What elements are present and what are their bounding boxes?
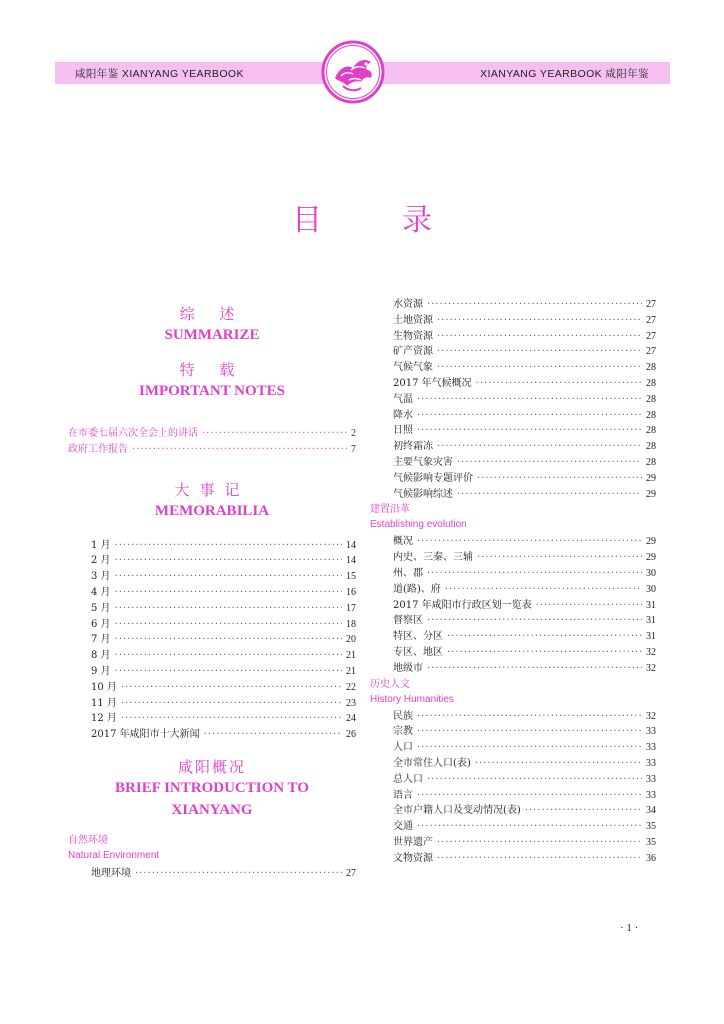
toc-row-page: 15 xyxy=(346,571,356,583)
leader-dots xyxy=(427,566,642,582)
leader-dots xyxy=(115,632,342,648)
leader-dots xyxy=(417,788,642,804)
leader-dots xyxy=(437,439,642,455)
toc-row-page: 28 xyxy=(646,441,656,453)
toc-row[interactable] xyxy=(393,376,656,392)
toc-row-label: 气候影响综述 xyxy=(393,488,453,500)
toc-row-page: 33 xyxy=(646,726,656,738)
leader-dots xyxy=(115,648,342,664)
toc-row-label: 语言 xyxy=(393,789,413,801)
toc-row-label: 3 月 xyxy=(91,571,111,583)
toc-row[interactable] xyxy=(393,392,656,408)
toc-row-label: 7 月 xyxy=(91,634,111,646)
toc-row[interactable] xyxy=(91,569,356,585)
toc-row[interactable] xyxy=(393,788,656,804)
toc-row[interactable] xyxy=(393,803,656,819)
toc-row-label: 交通 xyxy=(393,821,413,833)
toc-row-label: 5 月 xyxy=(91,602,111,614)
toc-row-label: 2 月 xyxy=(91,555,111,567)
toc-row[interactable] xyxy=(393,724,656,740)
leader-dots xyxy=(121,696,342,712)
toc-row[interactable] xyxy=(91,727,356,743)
leader-dots xyxy=(204,727,342,743)
toc-row[interactable] xyxy=(393,455,656,471)
toc-row-page: 35 xyxy=(646,821,656,833)
toc-row-page: 28 xyxy=(646,377,656,389)
toc-row[interactable] xyxy=(393,471,656,487)
section-brief-cn[interactable]: 咸阳概况 xyxy=(177,757,246,776)
toc-row[interactable] xyxy=(393,360,656,376)
toc-row[interactable] xyxy=(91,553,356,569)
leader-dots xyxy=(115,585,342,601)
toc-row[interactable] xyxy=(393,582,656,598)
toc-row-label: 主要气象灾害 xyxy=(393,456,453,468)
leader-dots xyxy=(427,613,642,629)
toc-row-page: 35 xyxy=(646,836,656,848)
toc-row-label: 6 月 xyxy=(91,618,111,630)
toc-row[interactable] xyxy=(393,661,656,677)
toc-row-page: 29 xyxy=(646,536,656,548)
subsection-history-cn[interactable]: 历史人文 xyxy=(370,678,410,690)
memo-list xyxy=(68,538,356,743)
toc-row-label: 8 月 xyxy=(91,650,111,662)
subsection-evolution-cn[interactable]: 建置沿革 xyxy=(370,504,410,516)
subsection-history-en[interactable]: History Humanities xyxy=(370,693,454,705)
toc-row-page: 26 xyxy=(346,729,356,741)
leader-dots xyxy=(477,550,642,566)
leader-dots xyxy=(447,629,642,645)
toc-row-label: 12 月 xyxy=(91,713,117,725)
toc-row-label: 在市委七届六次全会上的讲话 xyxy=(68,428,198,439)
toc-row-label: 人口 xyxy=(393,742,413,754)
leader-dots xyxy=(445,582,642,598)
leader-dots xyxy=(437,329,642,345)
subsection-natural-cn[interactable]: 自然环境 xyxy=(68,834,108,846)
leader-dots xyxy=(417,724,642,740)
toc-row-label: 日照 xyxy=(393,425,413,437)
toc-row-page: 7 xyxy=(351,443,356,455)
leader-dots xyxy=(417,392,642,408)
leader-dots xyxy=(115,601,342,617)
leader-dots xyxy=(417,709,642,725)
toc-row-label: 专区、地区 xyxy=(393,646,443,658)
toc-row[interactable] xyxy=(393,487,656,503)
toc-row-label: 气温 xyxy=(393,393,413,405)
leader-dots xyxy=(477,471,642,487)
toc-row-page: 30 xyxy=(646,567,656,579)
toc-row-page: 22 xyxy=(346,681,356,693)
header-right-title: XIANYANG YEARBOOK 咸阳年鉴 xyxy=(480,68,649,80)
toc-row-page: 32 xyxy=(646,646,656,658)
toc-row[interactable] xyxy=(393,835,656,851)
toc-row-label: 道(路)、府 xyxy=(393,583,441,595)
toc-row-label: 土地资源 xyxy=(393,314,433,326)
toc-row[interactable] xyxy=(393,439,656,455)
toc-row-page: 27 xyxy=(646,346,656,358)
header-left-title: 咸阳年鉴 XIANYANG YEARBOOK xyxy=(75,68,244,80)
toc-row[interactable] xyxy=(91,866,356,882)
toc-row[interactable] xyxy=(393,423,656,439)
toc-row-page: 28 xyxy=(646,456,656,468)
toc-row-page: 14 xyxy=(346,539,356,551)
leader-dots xyxy=(427,297,642,313)
toc-row-label: 2017 年咸阳市十大新闻 xyxy=(91,729,200,741)
leader-dots xyxy=(417,740,642,756)
leader-dots xyxy=(437,313,642,329)
toc-row[interactable] xyxy=(393,598,656,614)
leader-dots xyxy=(536,598,642,614)
toc-row[interactable] xyxy=(393,645,656,661)
toc-row-label: 4 月 xyxy=(91,586,111,598)
toc-row-label: 气候气象 xyxy=(393,362,433,374)
leader-dots xyxy=(115,617,342,633)
toc-row-page: 28 xyxy=(646,362,656,374)
toc-row[interactable] xyxy=(91,711,356,727)
leader-dots xyxy=(417,819,642,835)
toc-row[interactable] xyxy=(393,851,656,867)
toc-row-label: 民族 xyxy=(393,710,413,722)
section-important-en[interactable]: IMPORTANT NOTES xyxy=(138,383,286,399)
toc-row[interactable] xyxy=(393,756,656,772)
toc-row-page: 29 xyxy=(646,488,656,500)
leader-dots xyxy=(476,376,642,392)
leader-dots xyxy=(417,423,642,439)
toc-row-page: 31 xyxy=(646,631,656,643)
toc-row-label: 全市户籍人口及变动情况(表) xyxy=(393,805,521,817)
history-list xyxy=(370,709,656,867)
toc-row-page: 16 xyxy=(346,586,356,598)
toc-row-page: 34 xyxy=(646,805,656,817)
toc-row-page: 31 xyxy=(646,599,656,611)
toc-row-label: 初终霜冻 xyxy=(393,441,433,453)
page-title: 目录 xyxy=(292,203,512,238)
evolution-list xyxy=(370,534,656,676)
toc-row-label: 矿产资源 xyxy=(393,346,433,358)
toc-row[interactable] xyxy=(393,329,656,345)
section-brief-en-line1[interactable]: BRIEF INTRODUCTION TO xyxy=(115,779,309,796)
toc-row-page: 21 xyxy=(346,665,356,677)
toc-row-page: 18 xyxy=(346,618,356,630)
toc-row-label: 督察区 xyxy=(393,615,423,627)
toc-row-label: 内史、三秦、三辅 xyxy=(393,552,473,564)
leader-dots xyxy=(427,661,642,677)
toc-row[interactable] xyxy=(393,819,656,835)
toc-row-page: 31 xyxy=(646,615,656,627)
section-important-cn[interactable]: 特 载 xyxy=(179,361,245,379)
section-brief-en-line2[interactable]: XIANYANG xyxy=(171,801,253,818)
toc-row-page: 27 xyxy=(346,867,356,879)
section-memo-cn[interactable]: 大事记 xyxy=(174,480,250,499)
leader-dots xyxy=(417,408,642,424)
leader-dots xyxy=(115,569,342,585)
toc-row[interactable] xyxy=(393,313,656,329)
toc-row[interactable] xyxy=(393,709,656,725)
toc-row[interactable] xyxy=(393,297,656,313)
toc-row-label: 世界遗产 xyxy=(393,836,433,848)
toc-row-label: 1 月 xyxy=(91,539,111,551)
toc-row-label: 特区、分区 xyxy=(393,631,443,643)
toc-row-label: 概况 xyxy=(393,536,413,548)
toc-row-label: 降水 xyxy=(393,409,413,421)
toc-row-page: 23 xyxy=(346,697,356,709)
toc-row-label: 全市常住人口(表) xyxy=(393,757,471,769)
toc-row-label: 总人口 xyxy=(393,773,423,785)
toc-row-page: 17 xyxy=(346,602,356,614)
toc-row-page: 33 xyxy=(646,742,656,754)
toc-row[interactable] xyxy=(68,426,356,442)
leader-dots xyxy=(115,553,342,569)
toc-row[interactable] xyxy=(91,696,356,712)
toc-row-page: 28 xyxy=(646,409,656,421)
toc-row[interactable] xyxy=(91,538,356,554)
toc-row[interactable] xyxy=(91,601,356,617)
toc-row-page: 29 xyxy=(646,472,656,484)
toc-row-label: 10 月 xyxy=(91,681,117,693)
toc-row-page: 32 xyxy=(646,710,656,722)
leader-dots xyxy=(202,426,347,442)
toc-row[interactable] xyxy=(91,680,356,696)
phoenix-seal-icon xyxy=(321,40,385,104)
toc-left-column xyxy=(68,304,356,882)
toc-row[interactable] xyxy=(91,632,356,648)
toc-row[interactable] xyxy=(68,442,356,458)
toc-row[interactable] xyxy=(393,772,656,788)
toc-row[interactable] xyxy=(393,740,656,756)
toc-row[interactable] xyxy=(91,585,356,601)
toc-row-page: 20 xyxy=(346,634,356,646)
leader-dots xyxy=(457,487,642,503)
toc-row[interactable] xyxy=(393,613,656,629)
toc-row-page: 36 xyxy=(646,852,656,864)
toc-row-label: 地理环境 xyxy=(91,867,131,879)
toc-row-label: 9 月 xyxy=(91,665,111,677)
natural-list-left xyxy=(68,866,356,882)
toc-row-page: 27 xyxy=(646,330,656,342)
toc-row-page: 28 xyxy=(646,393,656,405)
leader-dots xyxy=(457,455,642,471)
leader-dots xyxy=(121,680,342,696)
toc-row-label: 政府工作报告 xyxy=(68,443,128,455)
leader-dots xyxy=(132,442,347,458)
toc-row-page: 14 xyxy=(346,555,356,567)
toc-row-page: 2 xyxy=(351,428,356,439)
toc-row[interactable] xyxy=(393,344,656,360)
section-summary-cn[interactable]: 综 述 xyxy=(179,305,245,323)
toc-row-page: 24 xyxy=(346,713,356,725)
toc-row-label: 地级市 xyxy=(393,662,423,674)
leader-dots xyxy=(447,645,642,661)
toc-row-label: 2017 年咸阳市行政区划一览表 xyxy=(393,599,532,611)
leader-dots xyxy=(437,344,642,360)
section-summary-en[interactable]: SUMMARIZE xyxy=(164,327,260,343)
toc-row[interactable] xyxy=(91,617,356,633)
toc-row-label: 宗教 xyxy=(393,726,413,738)
subsection-evolution-en[interactable]: Establishing evolution xyxy=(370,519,467,531)
toc-row[interactable] xyxy=(393,408,656,424)
section-memo-en[interactable]: MEMORABILIA xyxy=(154,502,270,519)
toc-row-label: 文物资源 xyxy=(393,852,433,864)
leader-dots xyxy=(437,360,642,376)
toc-row-page: 33 xyxy=(646,757,656,769)
subsection-natural-en[interactable]: Natural Environment xyxy=(68,849,160,861)
leader-dots xyxy=(525,803,642,819)
leader-dots xyxy=(427,772,642,788)
leader-dots xyxy=(121,711,342,727)
toc-row[interactable] xyxy=(91,648,356,664)
leader-dots xyxy=(115,664,342,680)
toc-row[interactable] xyxy=(393,550,656,566)
toc-row-label: 生物资源 xyxy=(393,330,433,342)
toc-row-page: 29 xyxy=(646,552,656,564)
toc-row-label: 11 月 xyxy=(91,697,117,709)
natural-list-right xyxy=(370,297,656,502)
toc-row-page: 27 xyxy=(646,299,656,310)
toc-row-page: 33 xyxy=(646,789,656,801)
toc-row-page: 27 xyxy=(646,314,656,326)
leader-dots xyxy=(475,756,642,772)
toc-row[interactable] xyxy=(393,534,656,550)
leader-dots xyxy=(115,538,342,554)
leader-dots xyxy=(135,866,342,882)
leader-dots xyxy=(437,851,642,867)
toc-row-label: 2017 年气候概况 xyxy=(393,377,472,389)
toc-row[interactable] xyxy=(393,566,656,582)
toc-row[interactable] xyxy=(91,664,356,680)
toc-row-page: 33 xyxy=(646,773,656,785)
toc-row-page: 30 xyxy=(646,583,656,595)
leader-dots xyxy=(417,534,642,550)
toc-row-page: 28 xyxy=(646,425,656,437)
toc-row-label: 水资源 xyxy=(393,299,423,310)
toc-row-page: 21 xyxy=(346,650,356,662)
toc-row-page: 32 xyxy=(646,662,656,674)
leader-dots xyxy=(437,835,642,851)
toc-row-label: 州、郡 xyxy=(393,567,423,579)
toc-right-column xyxy=(370,297,656,867)
toc-row[interactable] xyxy=(393,629,656,645)
toc-row-label: 气候影响专题评价 xyxy=(393,472,473,484)
page-number: · 1 · xyxy=(620,922,639,934)
